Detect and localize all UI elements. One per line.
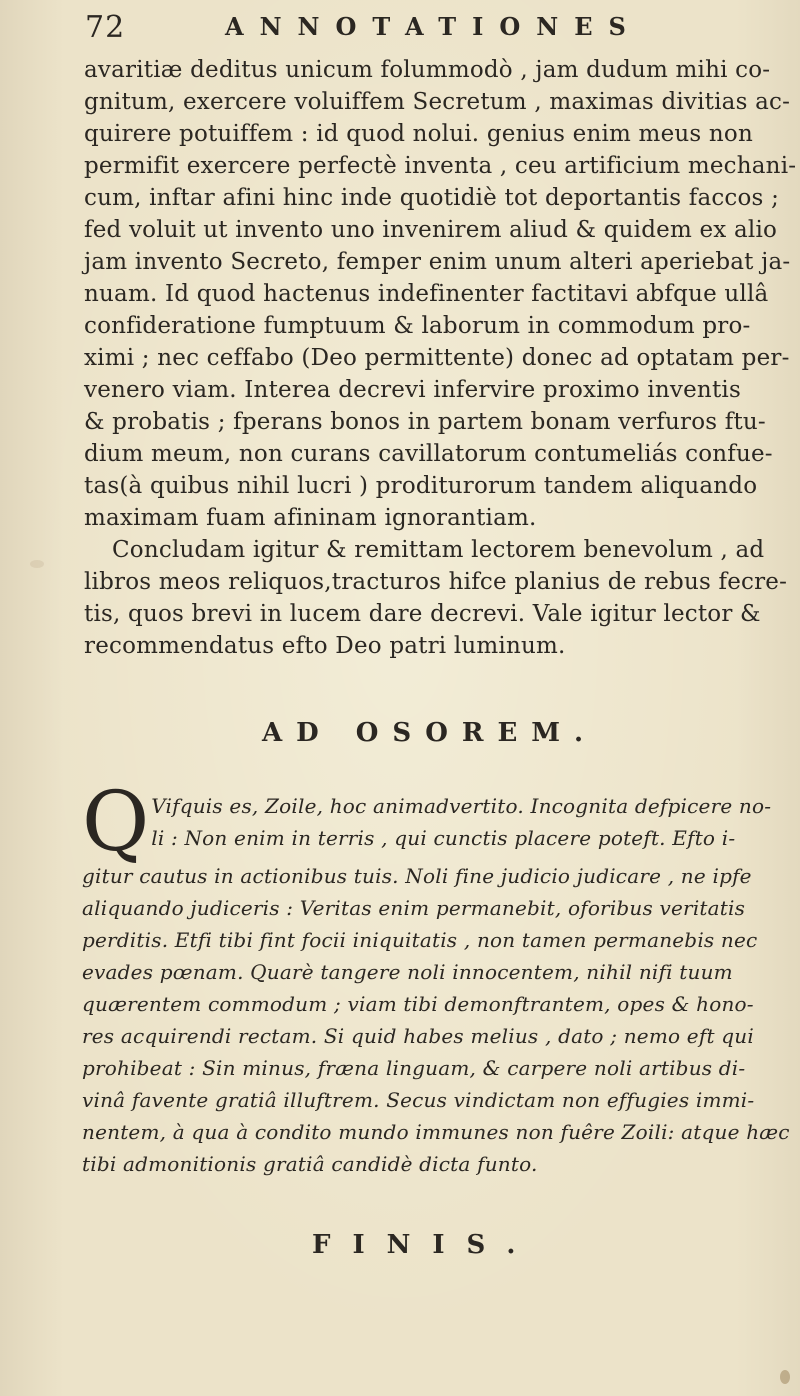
text-line: quirere potuiffem : id quod nolui. genius enim meus non (84, 121, 753, 147)
text-line: ximi ; nec ceffabo (Deo permittente) donec ad optatam per- (84, 345, 790, 371)
text-line: recommendatus efto Deo patri luminum. (84, 633, 566, 659)
text-line: gitur cautus in actionibus tuis. Noli fine judicio judicare , ne ipfe (82, 864, 752, 888)
main-text (84, 54, 797, 662)
text-line: cum, inftar afini hinc inde quotidiè tot deportantis faccos ; (84, 185, 780, 211)
paper-stain (780, 1370, 790, 1384)
text-line: tibi admonitionis gratiâ candidè dicta funto. (82, 1152, 538, 1176)
text-line: Concludam igitur & remittam lectorem benevolum , ad (112, 537, 765, 563)
text-line: & probatis ; fperans bonos in partem bonam verfuros ftu- (84, 409, 766, 435)
header-title: ANNOTATIONES (225, 12, 642, 41)
text-line: jam invento Secreto, femper enim unum alteri aperiebat ja- (84, 249, 791, 275)
text-line: li : Non enim in terris , qui cunctis placere poteft. Efto i- (151, 826, 736, 850)
paper-stain (30, 560, 44, 568)
text-line: permifit exercere perfectè inventa , ceu artificium mechani- (84, 153, 797, 179)
text-line: prohibeat : Sin minus, fræna linguam, & carpere noli artibus di- (82, 1056, 746, 1080)
text-line: aliquando judiceris : Veritas enim permanebit, oforibus veritatis (82, 896, 746, 920)
text-line: nuam. Id quod hactenus indefinenter factitavi abfque ullâ (84, 281, 769, 307)
text-line: maximam fuam afininam ignorantiam. (84, 505, 537, 531)
text-line: tis, quos brevi in lucem dare decrevi. Vale igitur lector & (84, 601, 761, 627)
text-line: avaritiæ deditus unicum folummodò , jam dudum mihi co- (84, 57, 771, 83)
text-line: confideratione fumptuum & laborum in commodum pro- (84, 313, 751, 339)
text-line: fed voluit ut invento uno invenirem aliud & quidem ex alio (84, 217, 778, 243)
text-line: res acquirendi rectam. Si quid habes melius , dato ; nemo eft qui (82, 1024, 754, 1048)
address-to-critic (82, 775, 790, 1180)
drop-cap-initial: Q (82, 775, 150, 870)
text-line: venero viam. Interea decrevi infervire proximo inventis (84, 377, 741, 403)
text-line: perditis. Etfi tibi fint focii iniquitatis , non tamen permanebis nec (82, 928, 758, 952)
text-line: libros meos reliquos,tracturos hifce planius de rebus fecre- (84, 569, 788, 595)
text-line: evades pœnam. Quarè tangere noli innocentem, nihil nifi tuum (82, 960, 733, 984)
text-line: nentem, à qua à condito mundo immunes non fuêre Zoili: atque hæc (82, 1120, 790, 1144)
finis-colophon: FINIS. (312, 1230, 538, 1260)
running-head (85, 10, 725, 50)
page-number: 72 (85, 10, 126, 45)
text-line: Vifquis es, Zoile, hoc animadvertito. Incognita defpicere no- (151, 794, 772, 818)
text-line: tas(à quibus nihil lucri ) proditurorum tandem aliquando (84, 473, 758, 499)
text-line: dium meum, non curans cavillatorum contumeliás confue- (84, 441, 773, 467)
text-line: vinâ favente gratiâ illuftrem. Secus vindictam non effugies immi- (82, 1088, 755, 1112)
text-line: gnitum, exercere voluiffem Secretum , maximas divitias ac- (84, 89, 791, 115)
text-line: quærentem commodum ; viam tibi demonftrantem, opes & hono- (82, 992, 754, 1016)
section-heading: AD OSOREM. (262, 718, 598, 748)
